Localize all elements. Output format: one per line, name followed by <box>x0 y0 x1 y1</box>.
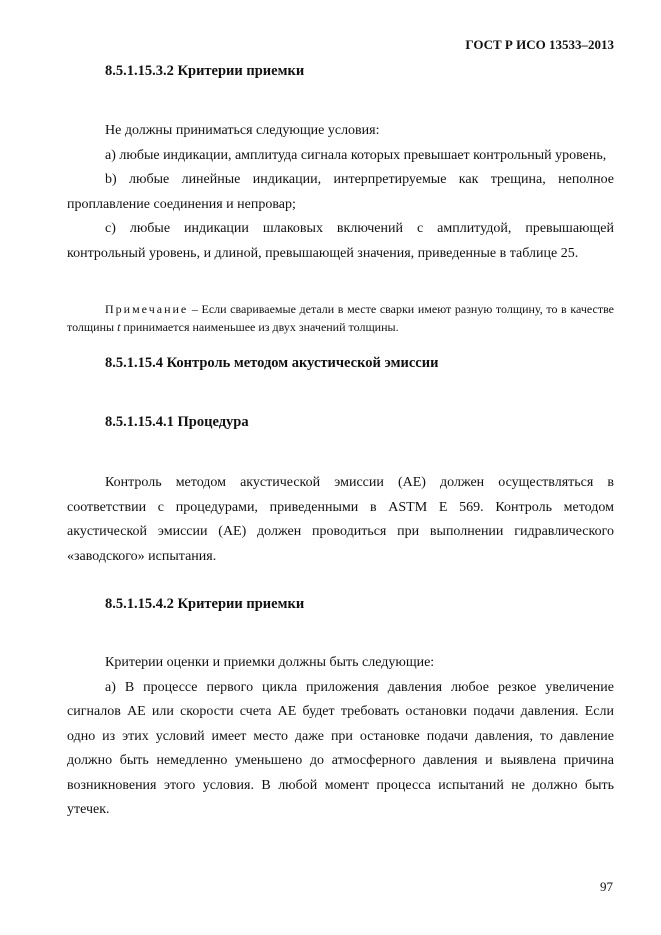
page-number: 97 <box>600 879 613 894</box>
procedure-paragraph: Контроль методом акустической эмиссии (АЕ) должен осуществляться в соответствии с процедурами, приведенными в ASTM E 569. Контроль методом акустической эмиссии (АЕ) должен проводиться при выполнении гидравлического «заводского» испытания. <box>67 475 614 564</box>
list-item-a: а) В процессе первого цикла приложения давления любое резкое увеличение сигналов АЕ или скорости счета АЕ будет требовать остановки подачи давления. Если одно из этих условий имеет место даже при остановке подачи давления, то давление должно быть немедленно уменьшено до атмосферного давления и выявлена причина возникновения этого условия. В любой момент процесса испытаний не должно быть утечек. <box>67 679 614 817</box>
procedure-paragraph-block <box>67 471 614 569</box>
list-item-c: с) любые индикации шлаковых включений с амплитудой, превышающей контрольный уровень, и длиной, превышающей значения, приведенные в таблице 25. <box>67 221 614 261</box>
note <box>67 300 614 336</box>
section-heading-8-5-1-15-4-1: 8.5.1.15.4.1 Процедура <box>105 414 249 430</box>
paragraph-intro: Не должны приниматься следующие условия: <box>105 123 380 138</box>
note-text: – Если свариваемые детали в месте сварки имеют разную толщину, то в качестве толщины <box>67 302 614 334</box>
section-heading-8-5-1-15-3-2: 8.5.1.15.3.2 Критерии приемки <box>105 63 305 79</box>
paragraph-intro: Критерии оценки и приемки должны быть следующие: <box>105 655 435 670</box>
note-text-end: принимается наименьшее из двух значений толщины. <box>120 320 399 334</box>
section-heading-8-5-1-15-4-2: 8.5.1.15.4.2 Критерии приемки <box>105 596 305 612</box>
note-label: Примечание <box>105 302 189 316</box>
acceptance-criteria-list <box>67 119 614 266</box>
evaluation-criteria-block <box>67 651 614 823</box>
section-heading-8-5-1-15-4: 8.5.1.15.4 Контроль методом акустической эмиссии <box>105 355 439 371</box>
document-standard-header: ГОСТ Р ИСО 13533–2013 <box>465 37 614 52</box>
note-variable: t <box>117 320 121 334</box>
list-item-b: b) любые линейные индикации, интерпретируемые как трещина, неполное проплавление соединения и непровар; <box>67 172 614 212</box>
list-item-a: а) любые индикации, амплитуда сигнала которых превышает контрольный уровень, <box>105 147 607 163</box>
